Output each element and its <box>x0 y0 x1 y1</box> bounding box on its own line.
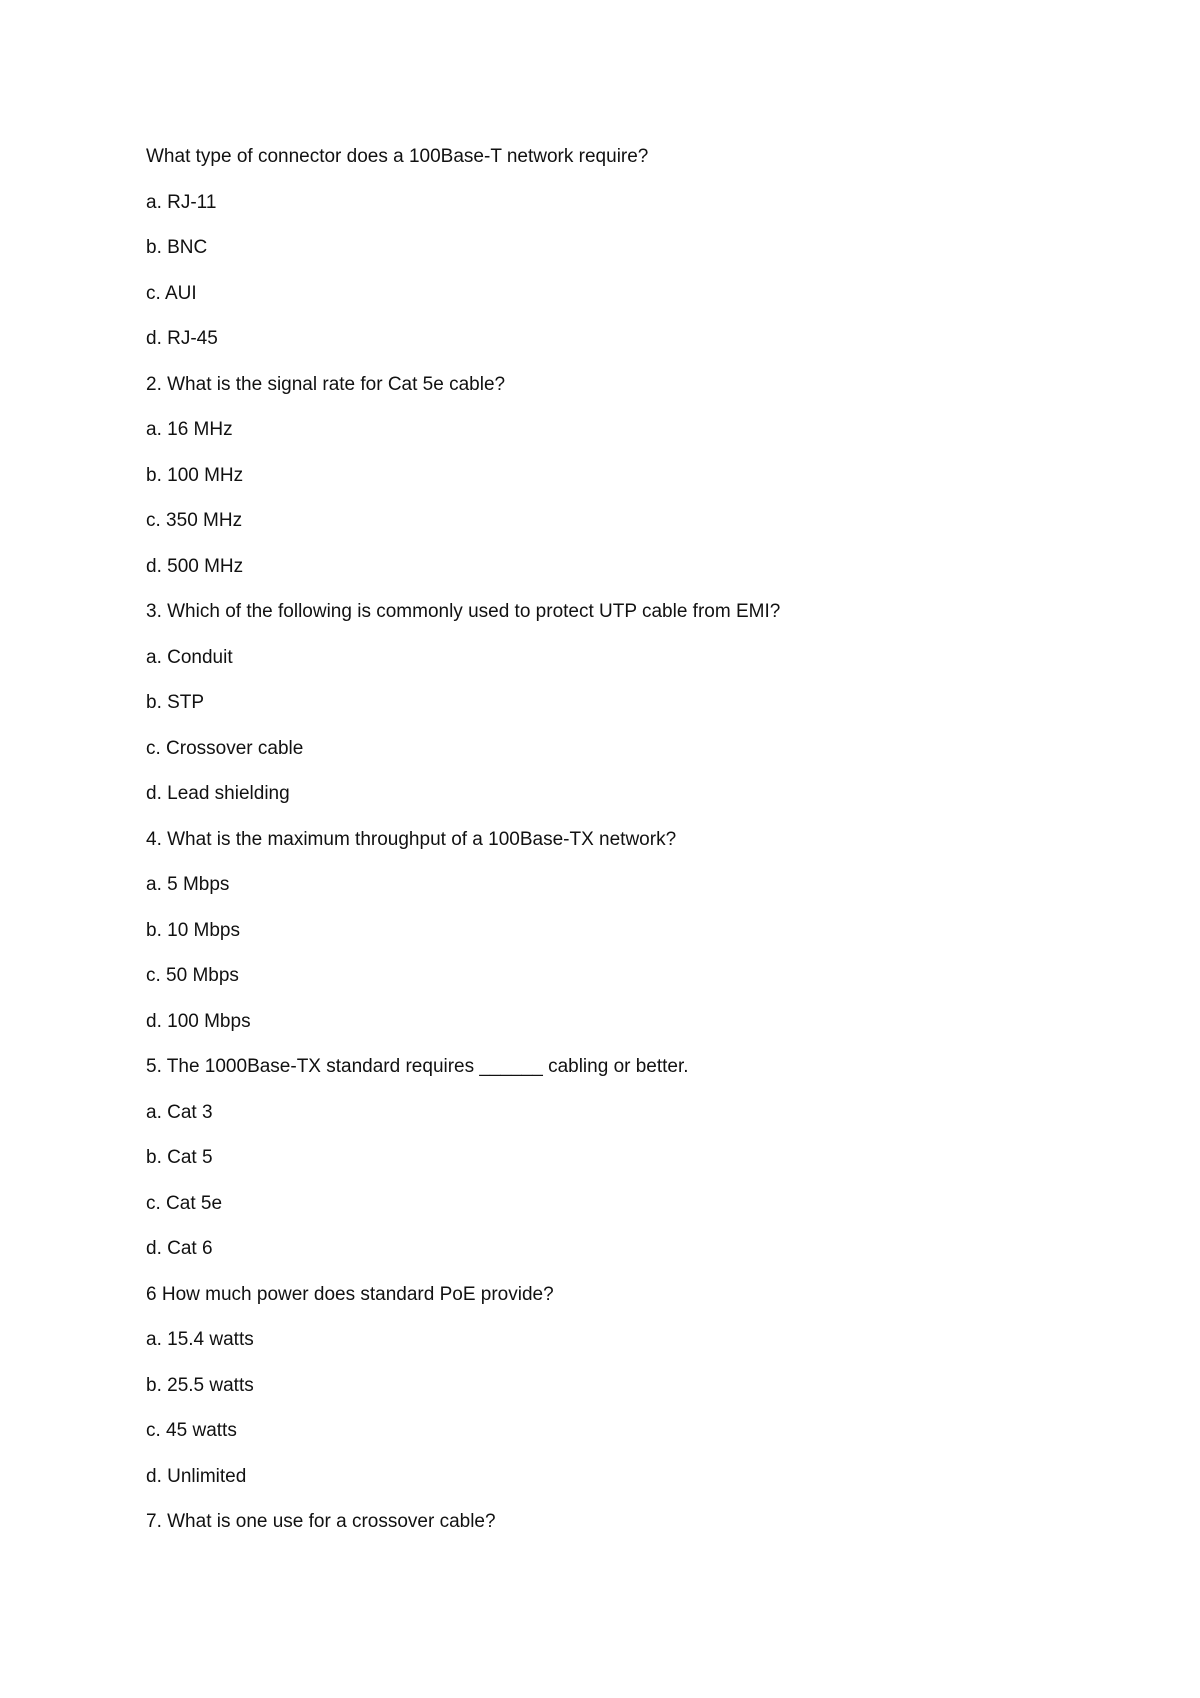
document-body <box>146 146 1106 1557</box>
question-2-option-d: d. 500 MHz <box>146 555 244 577</box>
question-1-option-c: c. AUI <box>146 282 197 304</box>
question-6-option-a: a. 15.4 watts <box>146 1329 254 1350</box>
question-1-option-a: a. RJ-11 <box>146 191 217 213</box>
question-4-option-a: a. 5 Mbps <box>146 874 230 895</box>
question-5-option-a: a. Cat 3 <box>146 1101 213 1123</box>
question-1: What type of connector does a 100Base-T network require? <box>146 146 649 167</box>
question-2-option-b: b. 100 MHz <box>146 464 244 486</box>
question-3-option-a: a. Conduit <box>146 646 233 668</box>
question-6-option-b: b. 25.5 watts <box>146 1374 254 1396</box>
question-1-option-b: b. BNC <box>146 237 208 258</box>
question-3-option-b: b. STP <box>146 692 205 713</box>
question-6-option-c: c. 45 watts <box>146 1420 237 1441</box>
question-4-option-b: b. 10 Mbps <box>146 919 240 941</box>
question-3-option-c: c. Crossover cable <box>146 737 304 759</box>
question-5: 5. The 1000Base-TX standard requires ______ cabling or better. <box>146 1056 689 1077</box>
question-4-option-d: d. 100 Mbps <box>146 1010 251 1032</box>
question-1-option-d: d. RJ-45 <box>146 328 218 349</box>
question-5-option-d: d. Cat 6 <box>146 1238 213 1259</box>
question-3: 3. Which of the following is commonly used to protect UTP cable from EMI? <box>146 601 781 622</box>
question-6-option-d: d. Unlimited <box>146 1465 247 1487</box>
question-7: 7. What is one use for a crossover cable? <box>146 1511 496 1532</box>
question-4: 4. What is the maximum throughput of a 100Base-TX network? <box>146 828 677 850</box>
question-3-option-d: d. Lead shielding <box>146 783 290 804</box>
question-2: 2. What is the signal rate for Cat 5e cable? <box>146 373 506 395</box>
question-5-option-c: c. Cat 5e <box>146 1192 223 1214</box>
question-6: 6 How much power does standard PoE provide? <box>146 1283 554 1305</box>
question-2-option-c: c. 350 MHz <box>146 510 243 531</box>
question-4-option-c: c. 50 Mbps <box>146 965 239 986</box>
question-5-option-b: b. Cat 5 <box>146 1147 213 1168</box>
question-2-option-a: a. 16 MHz <box>146 419 233 440</box>
